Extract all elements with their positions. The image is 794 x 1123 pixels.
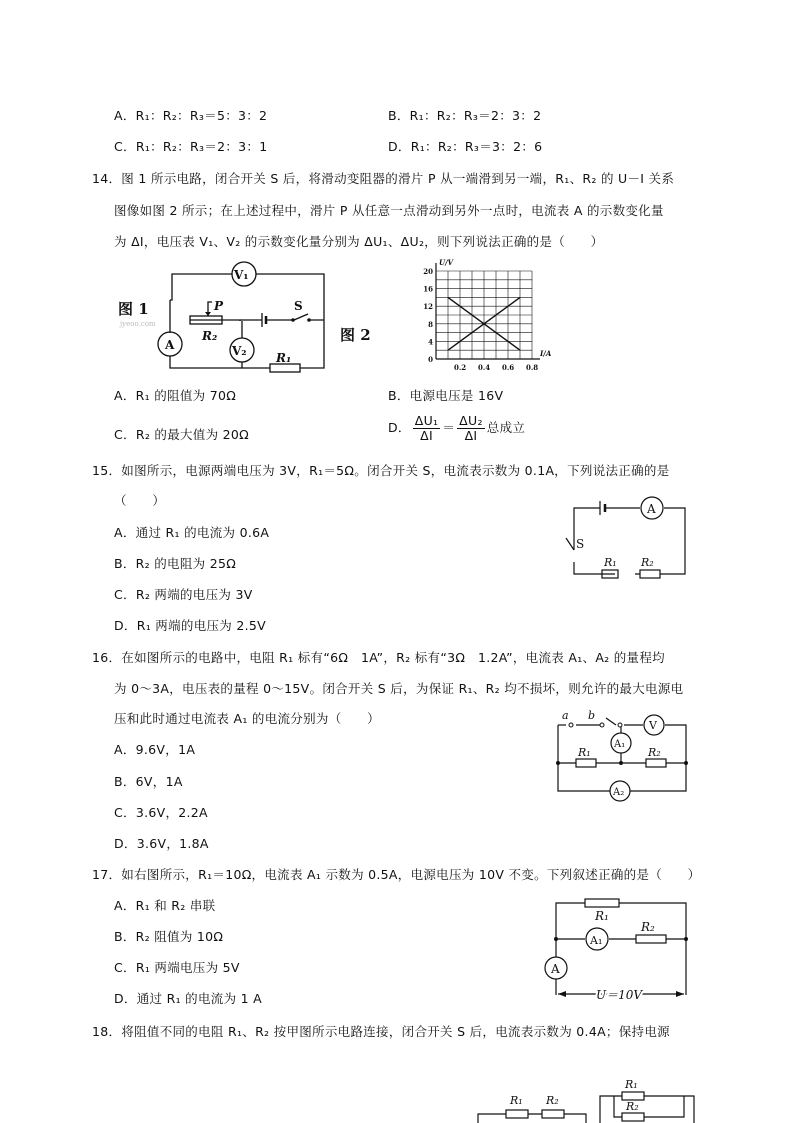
x-tick-label: 0.6 — [502, 363, 515, 372]
switch-label: S — [576, 537, 585, 551]
q14-stem-line-1: 14．图 1 所示电路，闭合开关 S 后，将滑动变阻器的滑片 P 从一端滑到另一端，R₁、R₂ 的 U－I 关系 — [92, 171, 675, 186]
q15-option-a: A．通过 R₁ 的电流为 0.6A — [114, 525, 270, 540]
y-axis-label: U/V — [439, 258, 454, 267]
resistor-r1-label: R₁ — [604, 556, 617, 569]
resistor-r1-label: R₁ — [578, 746, 591, 759]
voltmeter-v2-label: V₂ — [232, 344, 247, 358]
ammeter-a-label: A — [551, 962, 560, 976]
y-tick-label: 12 — [423, 302, 433, 312]
ammeter-label: A — [647, 502, 656, 516]
resistor-r2-label: R₂ — [202, 329, 218, 343]
q14-figure-2-chart — [418, 256, 558, 376]
ammeter-a2-label: A₂ — [613, 787, 625, 798]
diagram-b-r2-label: R₂ — [626, 1100, 639, 1113]
q16-circuit — [548, 705, 696, 805]
fraction-numerator-2: ΔU₂ — [459, 413, 483, 428]
voltmeter-v1-label: V₁ — [234, 268, 249, 282]
y-tick-label: 8 — [428, 319, 433, 329]
q13-option-a: A．R₁：R₂：R₃＝5：3：2 — [114, 108, 268, 123]
terminal-a-label: a — [562, 709, 569, 722]
q13-option-b: B．R₁：R₂：R₃＝2：3：2 — [388, 108, 542, 123]
q14-option-d-suffix: 总成立 — [486, 420, 526, 435]
q16-option-b: B．6V，1A — [114, 774, 183, 789]
resistor-r2-label: R₂ — [641, 920, 655, 934]
q13-option-c: C．R₁：R₂：R₃＝2：3：1 — [114, 139, 268, 154]
fraction-numerator-1: ΔU₁ — [414, 413, 439, 428]
resistor-r1-label: R₁ — [595, 909, 609, 923]
q15-circuit — [560, 490, 695, 582]
diagram-a-r2-label: R₂ — [546, 1094, 559, 1107]
y-tick-label: 4 — [428, 337, 433, 347]
q15-option-c: C．R₂ 两端的电压为 3V — [114, 587, 253, 602]
x-tick-label: 0.4 — [478, 363, 491, 372]
ammeter-a1-label: A₁ — [590, 934, 603, 947]
resistor-r2-label: R₂ — [648, 746, 661, 759]
q15-stem-line-1: 15．如图所示，电源两端电压为 3V，R₁＝5Ω。闭合开关 S，电流表示数为 0.1A，下列说法正确的是 — [92, 463, 670, 478]
q14-stem-line-3: 为 ΔI，电压表 V₁、V₂ 的示数变化量分别为 ΔU₁、ΔU₂，则下列说法正确的是（ ） — [114, 234, 604, 249]
q14-option-a: A．R₁ 的阻值为 70Ω — [114, 388, 237, 403]
q18-circuit-diagrams — [474, 1070, 696, 1123]
y-tick-label: 16 — [423, 284, 433, 294]
q14-option-c: C．R₂ 的最大值为 20Ω — [114, 427, 250, 442]
q15-stem-line-2: （ ） — [114, 493, 166, 508]
resistor-r2-label: R₂ — [641, 556, 654, 569]
diagram-b-r1-label: R₁ — [625, 1078, 638, 1091]
y-tick-label: 0 — [428, 355, 433, 364]
q17-stem-line-1: 17．如右图所示，R₁＝10Ω，电流表 A₁ 示数为 0.5A，电源电压为 10V 不变。下列叙述正确的是（ ） — [92, 867, 701, 882]
x-axis-label: I/A — [540, 349, 552, 358]
q15-option-b: B．R₂ 的电阻为 25Ω — [114, 556, 237, 571]
terminal-b-label: b — [588, 709, 596, 722]
ammeter-a-label: A — [165, 338, 175, 352]
voltmeter-label: V — [649, 719, 657, 732]
q15-option-d: D．R₁ 两端的电压为 2.5V — [114, 618, 266, 633]
q14-option-d — [388, 413, 525, 443]
fraction-denominator-2: ΔI — [464, 428, 478, 443]
q16-option-c: C．3.6V，2.2A — [114, 805, 208, 820]
q14-stem-line-2: 图像如图 2 所示；在上述过程中，滑片 P 从任意一点滑动到另外一点时，电流表 A 的示数变化量 — [114, 203, 664, 218]
figure-2-label: 图 2 — [340, 326, 371, 344]
q14-option-d-prefix: D． — [388, 420, 411, 435]
q17-option-c: C．R₁ 两端电压为 5V — [114, 960, 240, 975]
q17-option-a: A．R₁ 和 R₂ 串联 — [114, 898, 216, 913]
q16-option-a: A．9.6V，1A — [114, 742, 196, 757]
switch-s-label: S — [294, 299, 303, 313]
q17-circuit — [540, 893, 695, 1008]
q17-option-d: D．通过 R₁ 的电流为 1 A — [114, 991, 263, 1006]
resistor-r1-label: R₁ — [276, 351, 292, 365]
voltage-label: U＝10V — [596, 988, 643, 1002]
watermark: jyeoo.com — [120, 320, 156, 328]
q16-stem-line-2: 为 0～3A，电压表的量程 0～15V。闭合开关 S 后，为保证 R₁、R₂ 均不损坏，则允许的最大电源电 — [114, 681, 684, 696]
q14-option-b: B．电源电压是 16V — [388, 388, 504, 403]
q16-option-d: D．3.6V，1.8A — [114, 836, 209, 851]
q16-stem-line-3: 压和此时通过电流表 A₁ 的电流分别为（ ） — [114, 711, 380, 726]
y-tick-label: 20 — [423, 267, 433, 276]
q14-figure-1-circuit — [112, 258, 371, 383]
q18-stem-line-1: 18．将阻值不同的电阻 R₁、R₂ 按甲图所示电路连接，闭合开关 S 后，电流表示数为 0.4A；保持电源 — [92, 1024, 670, 1039]
x-tick-label: 0.2 — [454, 363, 467, 372]
equals-sign: ＝ — [442, 420, 456, 435]
ammeter-a1-label: A₁ — [614, 739, 626, 750]
q13-option-d: D．R₁：R₂：R₃＝3：2：6 — [388, 139, 543, 154]
figure-1-label: 图 1 — [118, 300, 149, 318]
slider-p-label: P — [214, 299, 224, 313]
x-tick-label: 0.8 — [526, 363, 539, 372]
q17-option-b: B．R₂ 阻值为 10Ω — [114, 929, 224, 944]
q16-stem-line-1: 16．在如图所示的电路中，电阻 R₁ 标有“6Ω 1A”，R₂ 标有“3Ω 1.2A”，电流表 A₁、A₂ 的量程均 — [92, 650, 665, 665]
diagram-a-r1-label: R₁ — [510, 1094, 523, 1107]
fraction-denominator-1: ΔI — [420, 428, 433, 443]
